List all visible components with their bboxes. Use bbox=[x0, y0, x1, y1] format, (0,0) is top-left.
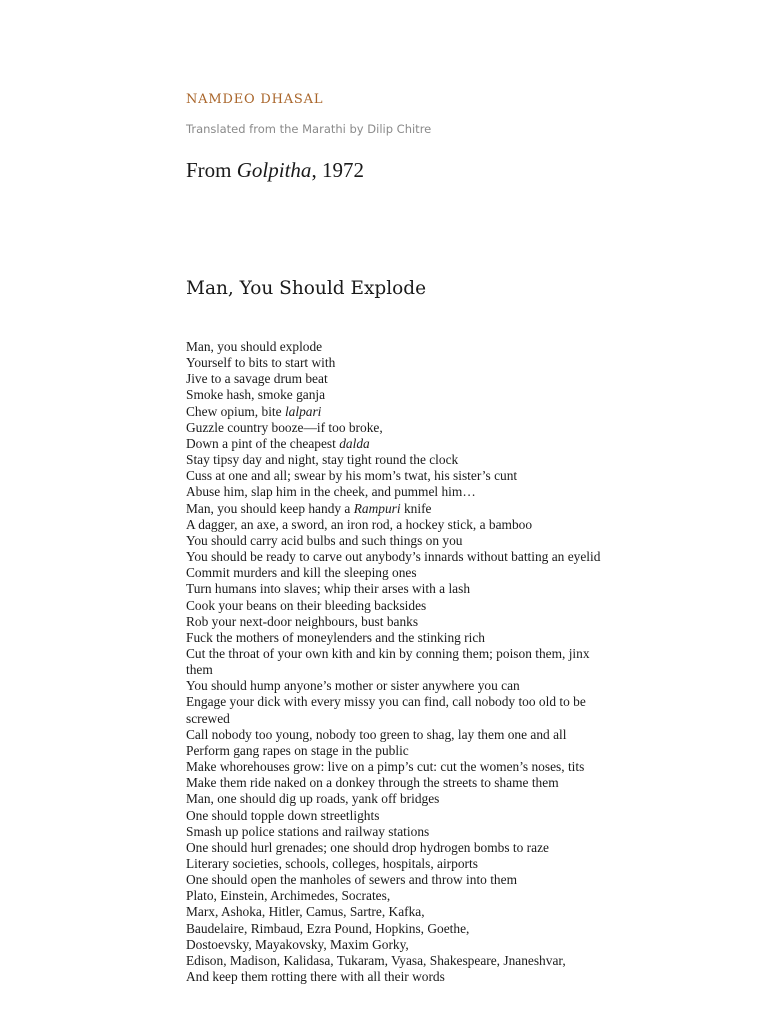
poem-line: screwed bbox=[186, 710, 230, 726]
poem-line: Stay tipsy day and night, stay tight round the clock bbox=[186, 452, 459, 468]
poem-line: You should be ready to carve out anybody’s innards without batting an eyelid bbox=[186, 549, 601, 565]
poem-title: Man, You Should Explode bbox=[186, 278, 427, 299]
source-line bbox=[186, 158, 364, 183]
poem-line: Fuck the mothers of moneylenders and the stinking rich bbox=[186, 629, 485, 645]
author-name: NAMDEO DHASAL bbox=[186, 92, 324, 107]
poem-line: One should open the manholes of sewers and throw into them bbox=[186, 872, 517, 888]
poem-line: Make whorehouses grow: live on a pimp’s cut: cut the women’s noses, tits bbox=[186, 759, 585, 775]
poem-line: Dostoevsky, Mayakovsky, Maxim Gorky, bbox=[186, 936, 409, 952]
poem-line: Call nobody too young, nobody too green to shag, lay them one and all bbox=[186, 726, 567, 742]
poem-line-italic-word: Rampuri bbox=[353, 500, 401, 516]
poem-line-italic-word: dalda bbox=[339, 435, 370, 451]
poem-line: Man, you should explode bbox=[186, 339, 323, 354]
poem-line: them bbox=[186, 662, 213, 678]
poem-line-text: Chew opium, bite bbox=[186, 403, 285, 419]
poem-line: Man, one should dig up roads, yank off bridges bbox=[186, 791, 440, 807]
poem-line bbox=[186, 404, 686, 420]
poem-line-text: Down a pint of the cheapest bbox=[186, 435, 340, 451]
poem-line: Perform gang rapes on stage in the public bbox=[186, 742, 409, 758]
poem-line: One should topple down streetlights bbox=[186, 807, 380, 823]
poem-line: And keep them rotting there with all their words bbox=[186, 969, 445, 985]
poem-line: Edison, Madison, Kalidasa, Tukaram, Vyasa, Shakespeare, Jnaneshvar, bbox=[186, 952, 566, 968]
poem-line: Baudelaire, Rimbaud, Ezra Pound, Hopkins, Goethe, bbox=[186, 920, 470, 936]
translator-credit: Translated from the Marathi by Dilip Chitre bbox=[186, 122, 432, 136]
poem-line: One should hurl grenades; one should drop hydrogen bombs to raze bbox=[186, 839, 549, 855]
poem-line: Turn humans into slaves; whip their arses with a lash bbox=[186, 581, 471, 597]
poem-line: Rob your next-door neighbours, bust banks bbox=[186, 613, 419, 629]
poem-line: Smoke hash, smoke ganja bbox=[186, 387, 326, 403]
poem-line: You should hump anyone’s mother or sister anywhere you can bbox=[186, 678, 520, 694]
poem-line bbox=[186, 436, 686, 452]
poem-line-text: knife bbox=[400, 500, 432, 516]
poem-line bbox=[186, 501, 686, 517]
poem-line: Literary societies, schools, colleges, hospitals, airports bbox=[186, 856, 478, 871]
source-year: , 1972 bbox=[311, 158, 364, 182]
poem-line: Engage your dick with every missy you can find, call nobody too old to be bbox=[186, 694, 586, 710]
poem-line: Commit murders and kill the sleeping ones bbox=[186, 565, 417, 581]
poem-line: Yourself to bits to start with bbox=[186, 355, 336, 371]
poem-line: A dagger, an axe, a sword, an iron rod, a hockey stick, a bamboo bbox=[186, 516, 533, 532]
poem-line: Smash up police stations and railway stations bbox=[186, 823, 430, 839]
poem-line: Guzzle country booze—if too broke, bbox=[186, 419, 383, 435]
poem-line: Abuse him, slap him in the cheek, and pummel him… bbox=[186, 484, 476, 500]
poem-line: You should carry acid bulbs and such things on you bbox=[186, 532, 463, 548]
source-book-title: Golpitha bbox=[236, 158, 312, 182]
poem-line: Plato, Einstein, Archimedes, Socrates, bbox=[186, 888, 391, 904]
poem-line: Jive to a savage drum beat bbox=[186, 371, 328, 387]
poem-line: Cut the throat of your own kith and kin by conning them; poison them, jinx bbox=[186, 645, 590, 661]
source-prefix: From bbox=[186, 158, 237, 182]
poem-line: Make them ride naked on a donkey through the streets to shame them bbox=[186, 775, 559, 791]
poem-line: Cuss at one and all; swear by his mom’s twat, his sister’s cunt bbox=[186, 468, 518, 484]
poem-line: Cook your beans on their bleeding backsides bbox=[186, 597, 427, 613]
poem-line: Marx, Ashoka, Hitler, Camus, Sartre, Kafka, bbox=[186, 904, 425, 920]
poem-line-italic-word: lalpari bbox=[284, 403, 322, 419]
poem-body bbox=[186, 339, 686, 985]
poem-line-text: Man, you should keep handy a bbox=[186, 500, 354, 516]
